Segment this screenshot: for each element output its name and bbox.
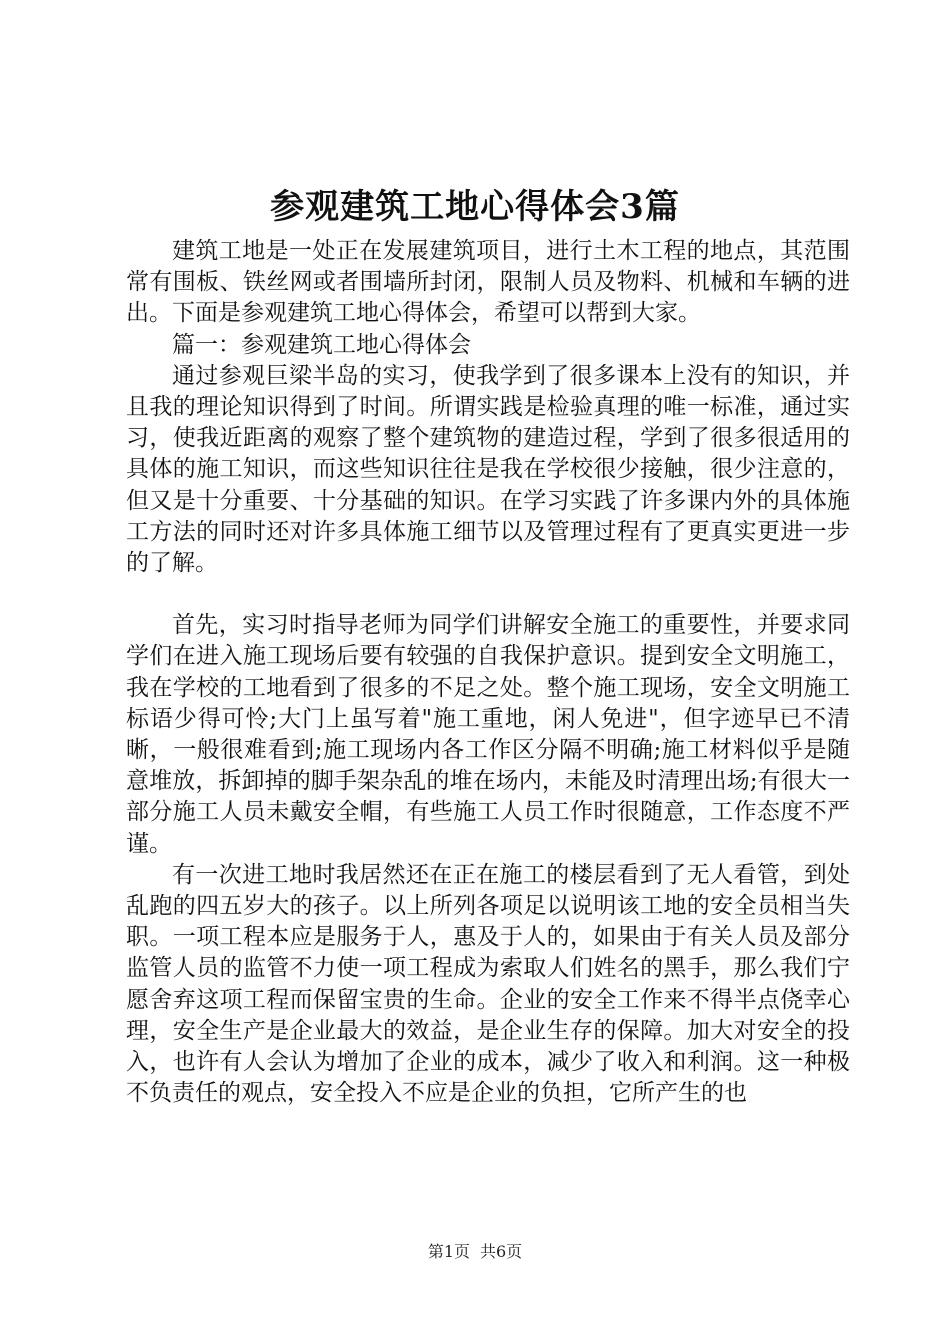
section-heading: 篇一：参观建筑工地心得体会: [172, 331, 471, 358]
paragraph-intro: 建筑工地是一处正在发展建筑项目，进行土木工程的地点，其范围常有围板、铁丝网或者围墙所封闭，限制人员及物料、机械和车辆的进出。下面是参观建筑工地心得体会，希望可以帮到大家。: [126, 238, 850, 327]
page-footer: [0, 1240, 950, 1264]
paragraph: 通过参观巨梁半岛的实习，使我学到了很多课本上没有的知识，并且我的理论知识得到了时间。所谓实践是检验真理的唯一标准，通过实习，使我近距离的观察了整个建筑物的建造过程，学到了很多很适用的具体的施工知识，而这些知识往往是我在学校很少接触，很少注意的，但又是十分重要、十分基础的知识。在学习实践了许多课内外的具体施工方法的同时还对许多具体施工细节以及管理过程有了更真实更进一步的了解。: [126, 362, 850, 577]
paragraph: 有一次进工地时我居然还在正在施工的楼层看到了无人看管，到处乱跑的四五岁大的孩子。以上所列各项足以说明该工地的安全员相当失职。一项工程本应是服务于人，惠及于人的，如果由于有关人员及部分监管人员的监管不力使一项工程成为索取人们姓名的黑手，那么我们宁愿舍弃这项工程而保留宝贵的生命。企业的安全工作来不得半点侥幸心理，安全生产是企业最大的效益，是企业生存的保障。加大对安全的投入，也许有人会认为增加了企业的成本，减少了收入和利润。这一种极不负责任的观点，安全投入不应是企业的负担，它所产生的也: [126, 861, 850, 1107]
page-total: 共6页: [480, 1242, 523, 1261]
document-body: [126, 236, 850, 1109]
document-title: 参观建筑工地心得体会3篇: [270, 187, 680, 227]
page-number: 第1页: [427, 1242, 470, 1261]
paragraph: 首先，实习时指导老师为同学们讲解安全施工的重要性，并要求同学们在进入施工现场后要有较强的自我保护意识。提到安全文明施工，我在学校的工地看到了很多的不足之处。整个施工现场，安全文明施工标语少得可怜;大门上虽写着"施工重地，闲人免进"，但字迹早已不清晰，一般很难看到;施工现场内各工作区分隔不明确;施工材料似乎是随意堆放，拆卸掉的脚手架杂乱的堆在场内，未能及时清理出场;有很大一部分施工人员未戴安全帽，有些施工人员工作时很随意，工作态度不严谨。: [126, 612, 850, 857]
